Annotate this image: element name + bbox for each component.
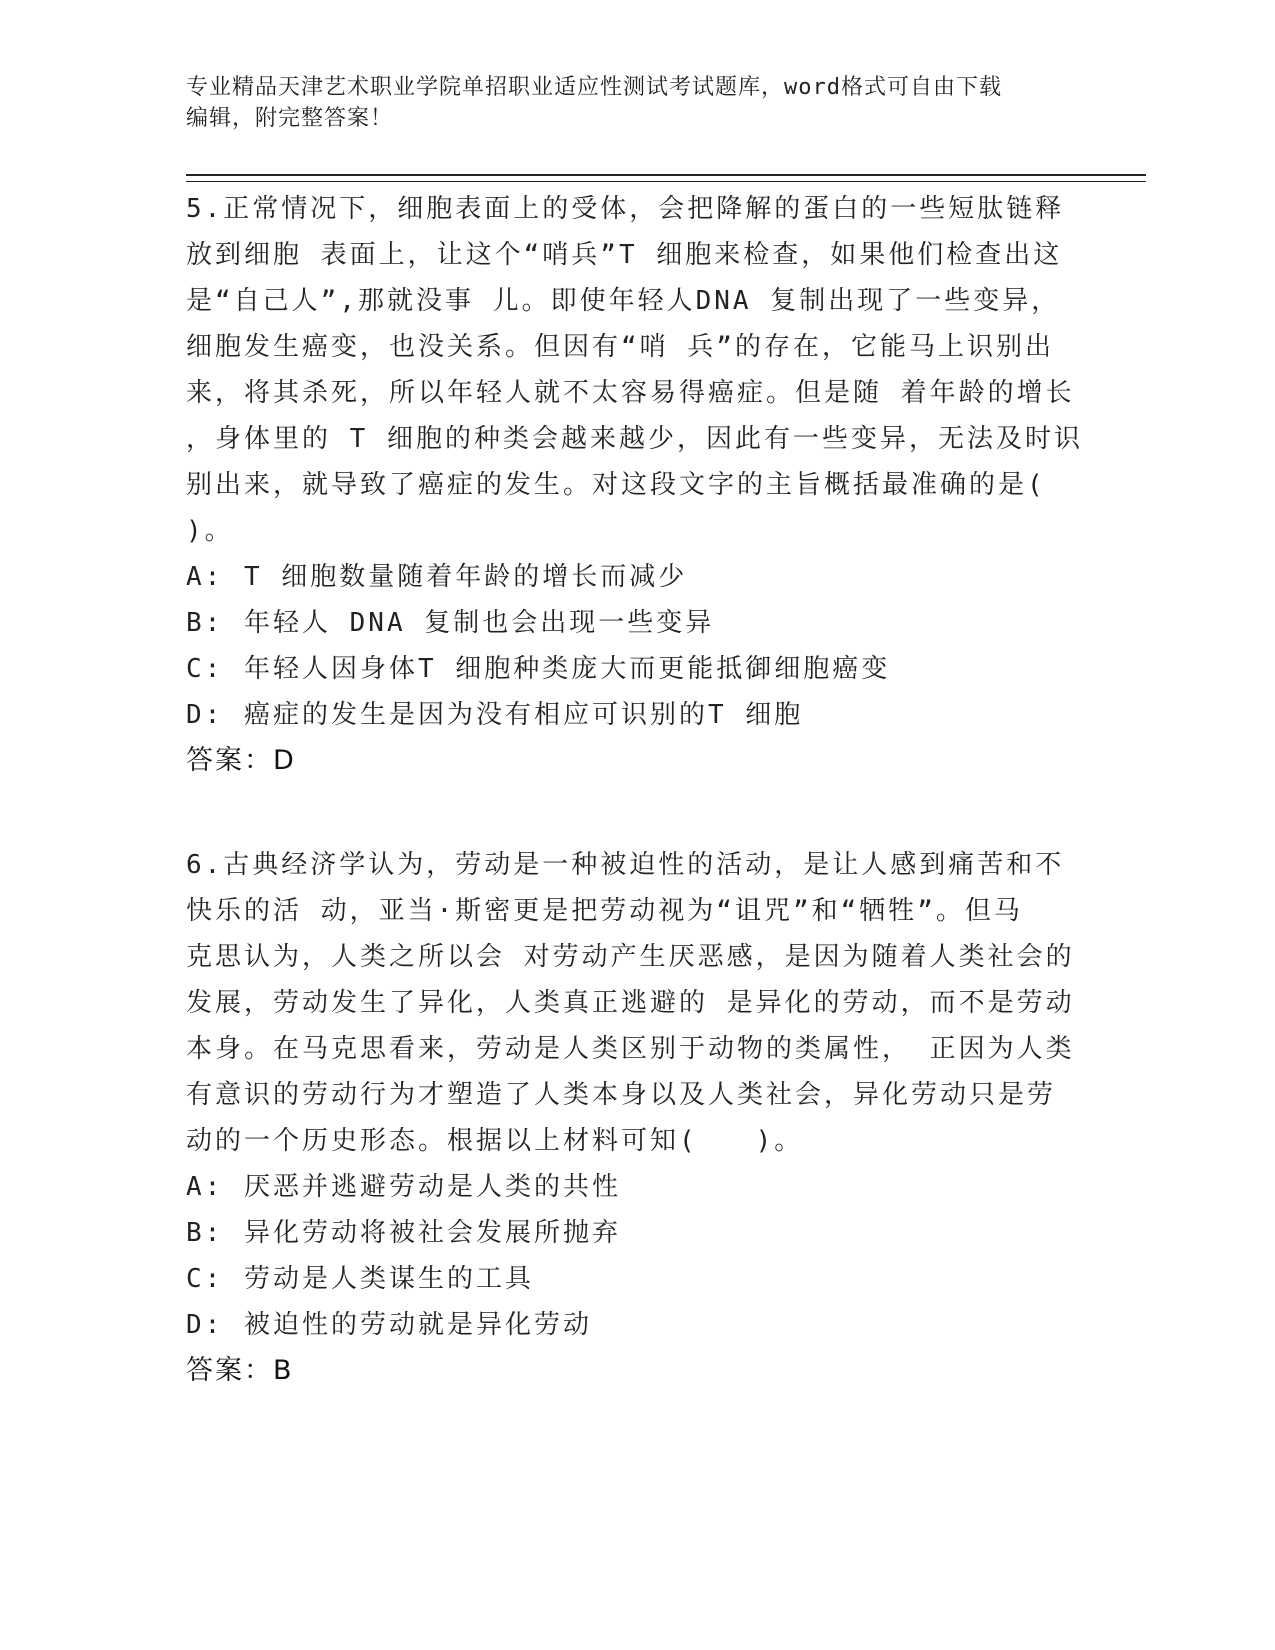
question-list xyxy=(186,186,1086,1394)
question-text-line: 6.古典经济学认为，劳动是一种被迫性的活动，是让人感到痛苦和不 xyxy=(186,850,1065,880)
question-text-line: 克思认为，人类之所以会 对劳动产生厌恶感，是因为随着人类社会的 xyxy=(186,942,1075,972)
option-text: 年轻人 DNA 复制也会出现一些变异 xyxy=(244,608,715,638)
question-text-line: 快乐的活 动，亚当·斯密更是把劳动视为“诅咒”和“牺牲”。但马 xyxy=(186,896,1023,926)
question-block xyxy=(186,186,1086,784)
header-divider-thin xyxy=(186,181,1146,182)
option-text: 厌恶并逃避劳动是人类的共性 xyxy=(244,1172,622,1202)
option-d xyxy=(186,692,1086,738)
question-text-line: )。 xyxy=(186,516,234,546)
option-a xyxy=(186,1164,1086,1210)
header-line-1: 专业精品天津艺术职业学院单招职业适应性测试考试题库，word格式可自由下载 xyxy=(186,75,1002,100)
answer-line: 答案：D xyxy=(186,745,296,776)
option-d xyxy=(186,1302,1086,1348)
option-text: 被迫性的劳动就是异化劳动 xyxy=(244,1310,593,1340)
option-b xyxy=(186,600,1086,646)
option-key: D: xyxy=(186,700,224,730)
question-text-line: 细胞发生癌变，也没关系。但因有“哨 兵”的存在，它能马上识别出 xyxy=(186,332,1054,362)
question-text-line: 发展，劳动发生了异化，人类真正逃避的 是异化的劳动，而不是劳动 xyxy=(186,988,1075,1018)
option-c xyxy=(186,1256,1086,1302)
question-text-line: 有意识的劳动行为才塑造了人类本身以及人类社会，异化劳动只是劳 xyxy=(186,1080,1057,1110)
option-text: 癌症的发生是因为没有相应可识别的T 细胞 xyxy=(244,700,804,730)
option-key: B: xyxy=(186,1218,224,1248)
option-c xyxy=(186,646,1086,692)
option-key: B: xyxy=(186,608,224,638)
option-text: T 细胞数量随着年龄的增长而减少 xyxy=(244,562,688,592)
option-key: C: xyxy=(186,654,224,684)
question-text-line: 动的一个历史形态。根据以上材料可知( )。 xyxy=(186,1126,804,1156)
option-key: C: xyxy=(186,1264,224,1294)
option-a xyxy=(186,554,1086,600)
option-text: 年轻人因身体T 细胞种类庞大而更能抵御细胞癌变 xyxy=(244,654,891,684)
option-key: A: xyxy=(186,562,224,592)
option-text: 劳动是人类谋生的工具 xyxy=(244,1264,535,1294)
option-key: A: xyxy=(186,1172,224,1202)
question-spacer xyxy=(186,784,1086,842)
question-text-line: 本身。在马克思看来，劳动是人类区别于动物的类属性， 正因为人类 xyxy=(186,1034,1075,1064)
header-line-2: 编辑，附完整答案！ xyxy=(186,106,394,131)
header-divider-thick xyxy=(186,174,1146,176)
question-text-line: ，身体里的 T 细胞的种类会越来越少，因此有一些变异，无法及时识 xyxy=(186,424,1083,454)
page-header xyxy=(186,72,1066,134)
answer-line: 答案：B xyxy=(186,1355,294,1386)
question-text-line: 5.正常情况下，细胞表面上的受体，会把降解的蛋白的一些短肽链释 xyxy=(186,194,1065,224)
question-text-line: 来，将其杀死，所以年轻人就不太容易得癌症。但是随 着年龄的增长 xyxy=(186,378,1075,408)
question-text-line: 是“自己人”,那就没事 儿。即使年轻人DNA 复制出现了一些变异， xyxy=(186,286,1061,316)
option-b xyxy=(186,1210,1086,1256)
question-text-line: 放到细胞 表面上，让这个“哨兵”T 细胞来检查，如果他们检查出这 xyxy=(186,240,1063,270)
option-text: 异化劳动将被社会发展所抛弃 xyxy=(244,1218,622,1248)
question-text-line: 别出来，就导致了癌症的发生。对这段文字的主旨概括最准确的是( xyxy=(186,470,1046,500)
option-key: D: xyxy=(186,1310,224,1340)
question-block xyxy=(186,842,1086,1394)
